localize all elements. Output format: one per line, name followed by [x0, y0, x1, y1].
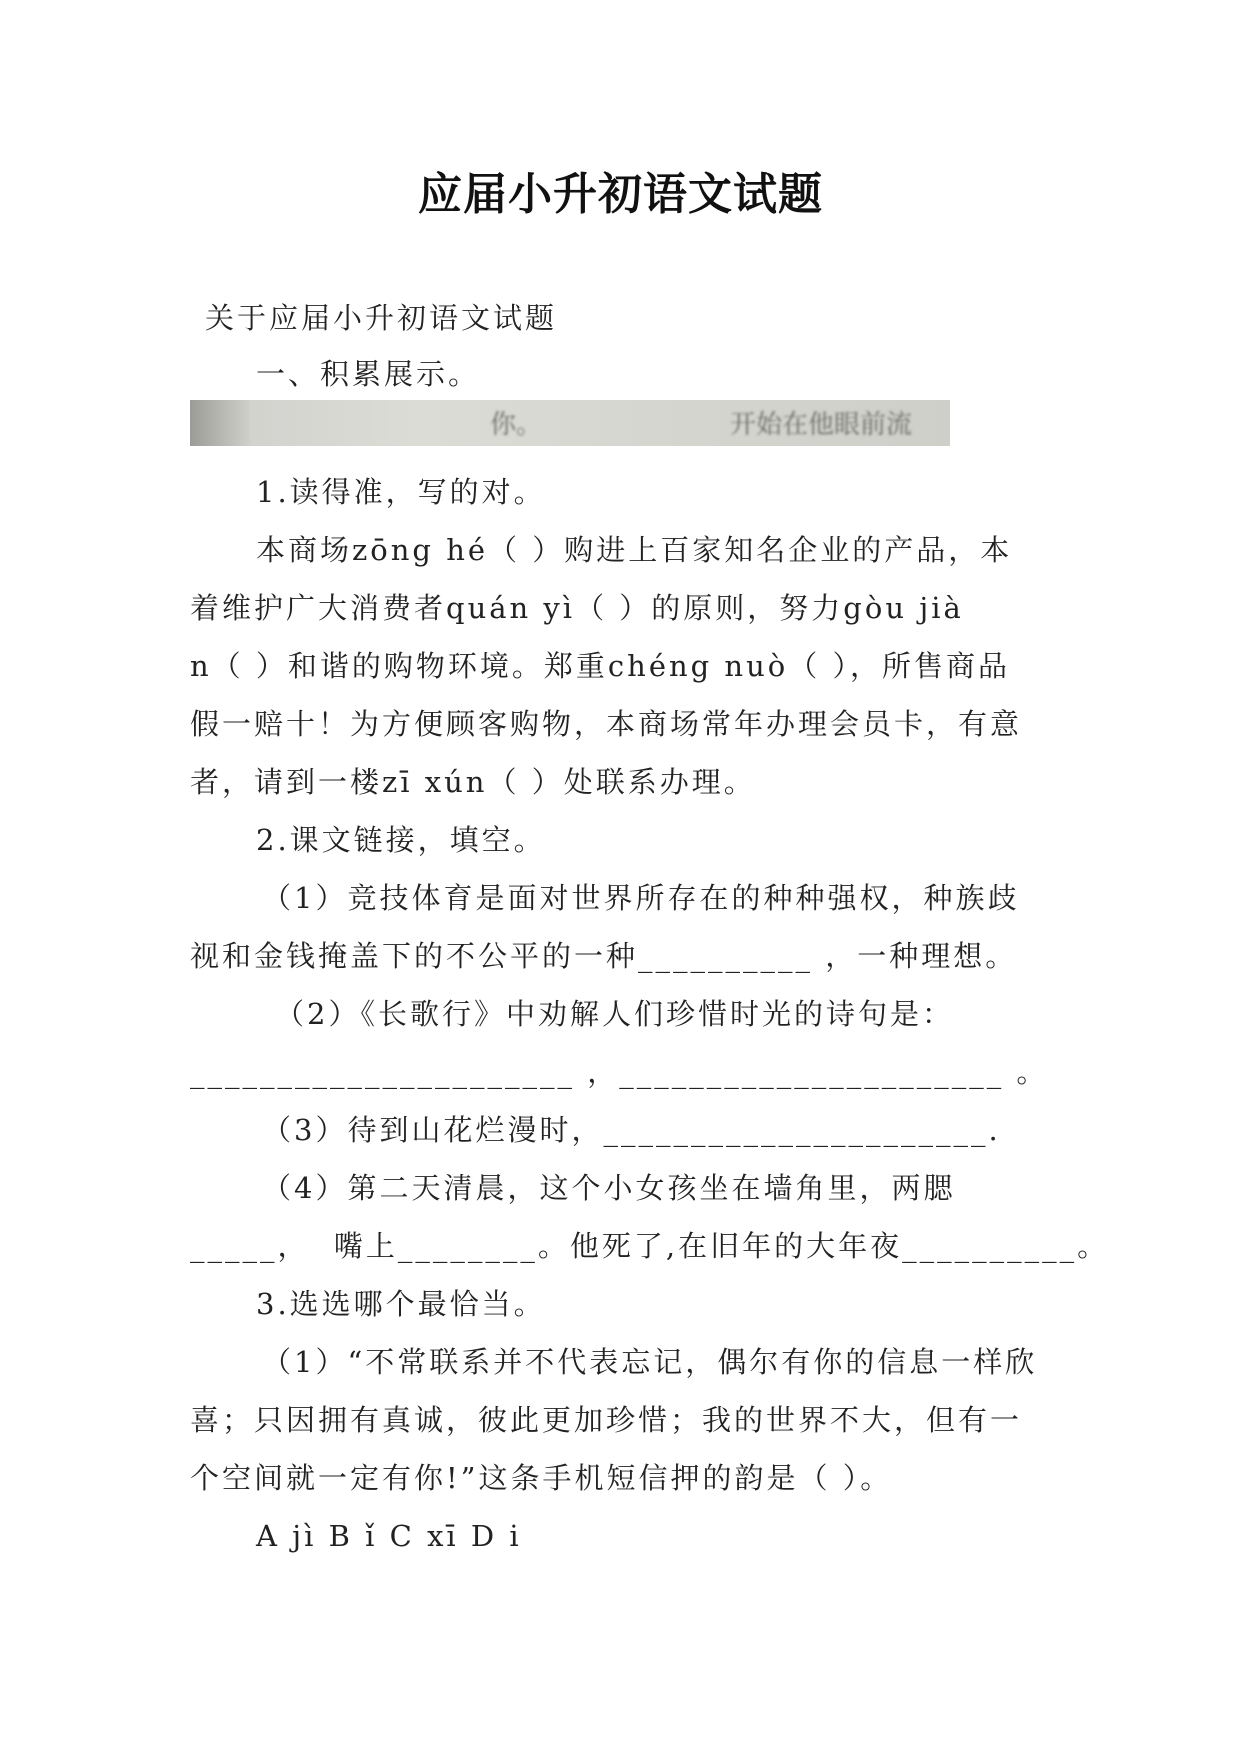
paragraph-line: 视和金钱掩盖下的不公平的一种__________ ，一种理想。: [190, 939, 1018, 973]
paragraph-line: （1）竞技体育是面对世界所存在的种种强权，种族歧: [262, 881, 1020, 915]
photo-excerpt: [190, 400, 950, 446]
paragraph-line: 本商场zōng hé（ ）购进上百家知名企业的产品，本: [256, 533, 1013, 567]
paragraph-line: 着维护广大消费者quán yì（ ）的原则，努力gòu jià: [190, 591, 964, 625]
paragraph-line: 者，请到一楼zī xún（ ）处联系办理。: [190, 765, 756, 799]
paragraph-line: 喜；只因拥有真诚，彼此更加珍惜；我的世界不大，但有一: [190, 1403, 1023, 1437]
paragraph-line: （4）第二天清晨，这个小女孩坐在墙角里，两腮: [262, 1171, 956, 1205]
paragraph-line: ______________________ ，______________________ 。: [190, 1055, 1049, 1089]
page-title: 应届小升初语文试题: [418, 169, 823, 220]
paragraph-line: （1）“不常联系并不代表忘记，偶尔有你的信息一样欣: [262, 1345, 1038, 1379]
subtitle: 关于应届小升初语文试题: [205, 301, 558, 335]
question-heading: 3.选选哪个最恰当。: [256, 1287, 546, 1321]
paragraph-line: （3）待到山花烂漫时，______________________.: [262, 1113, 1001, 1147]
question-heading: 2.课文链接，填空。: [256, 823, 546, 857]
paragraph-line: 假一赔十！为方便顾客购物，本商场常年办理会员卡，有意: [190, 707, 1023, 741]
paragraph-line: _____， 嘴上________。他死了,在旧年的大年夜__________。: [190, 1229, 1110, 1263]
answer-options: A jì B ǐ C xī D i: [256, 1519, 522, 1553]
section-heading: 一、积累展示。: [256, 357, 481, 391]
photo-text-left: 你。: [490, 410, 543, 440]
photo-shadow: [190, 400, 250, 446]
paragraph-line: n（ ）和谐的购物环境。郑重chéng nuò（ ），所售商品: [190, 649, 1010, 683]
question-heading: 1.读得准，写的对。: [256, 475, 546, 509]
photo-text-right: 开始在他眼前流: [730, 410, 913, 440]
paragraph-line: 个空间就一定有你!”这条手机短信押的韵是（ ）。: [190, 1461, 893, 1495]
paragraph-line: （2）《长歌行》中劝解人们珍惜时光的诗句是：: [275, 997, 954, 1031]
